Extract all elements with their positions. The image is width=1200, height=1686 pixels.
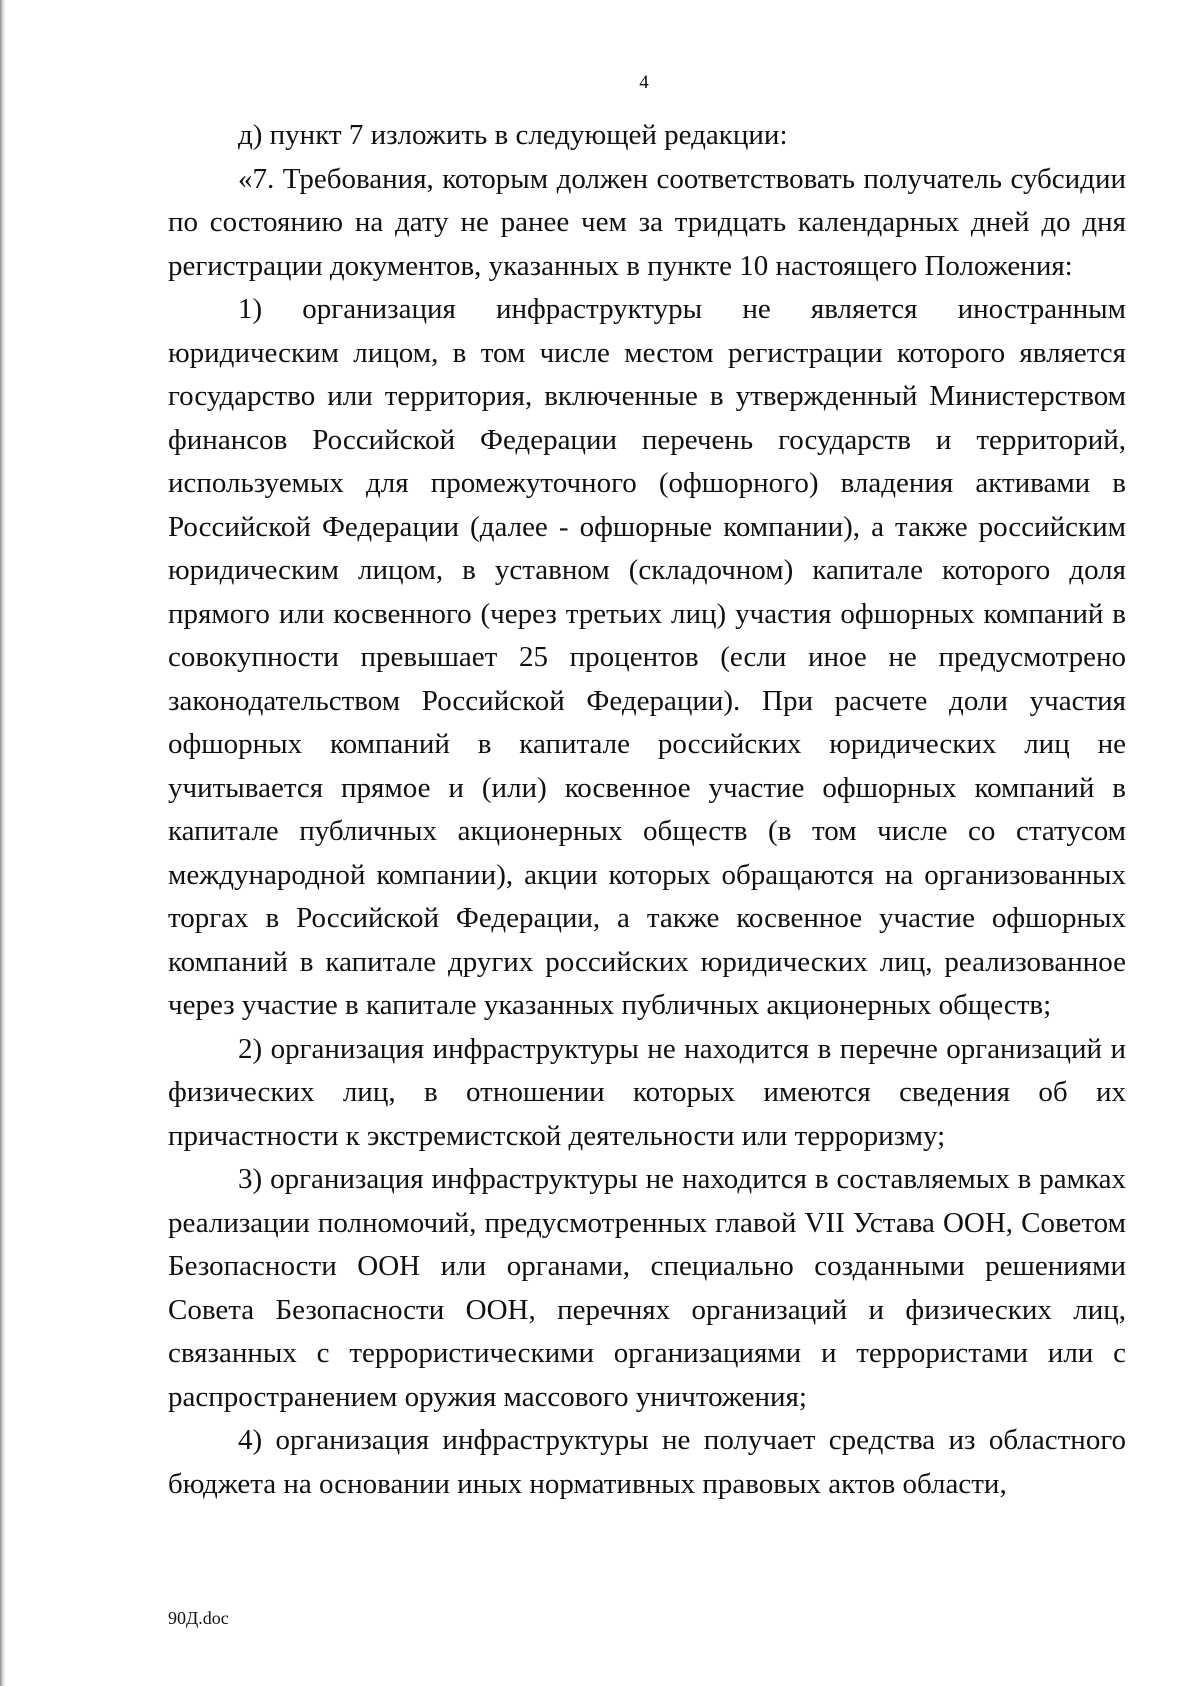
paragraph-requirements-intro: «7. Требования, которым должен соответствовать получатель субсидии по состоянию на дату не ранее чем за тридцать календарных дней до дня регистрации документов, указанных в пункте 10 настоящего Положения: [168, 162, 1126, 282]
paragraph-requirement-3: 3) организация инфраструктуры не находится в составляемых в рамках реализации полномочий, предусмотренных главой VII Устава ООН, Советом Безопасности ООН или органами, специально созданными решениями Совета Безопасности ООН, перечнях организаций и физических лиц, связанных с террористическими организациями и террористами или с распространением оружия массового уничтожения; [168, 1163, 1126, 1413]
paragraph-requirement-1: 1) организация инфраструктуры не является иностранным юридическим лицом, в том числе местом регистрации которого является государство или территория, включенные в утвержденный Министерством финансов Российской Федерации перечень государств и территорий, используемых для промежуточного (офшорного) владения активами в Российской Федерации (далее - офшорные компании), а также российским юридическим лицом, в уставном (складочном) капитале которого доля прямого или косвенного (через третьих лиц) участия офшорных компаний в совокупности превышает 25 процентов (если иное не предусмотрено законодательством Российской Федерации). При расчете доли участия офшорных компаний в капитале российских юридических лиц не учитывается прямое и (или) косвенное участие офшорных компаний в капитале публичных акционерных обществ (в том числе со статусом международной компании), акции которых обращаются на организованных торгах в Российской Федерации, а также косвенное участие офшорных компаний в капитале других российских юридических лиц, реализованное через участие в капитале указанных публичных акционерных обществ; [168, 293, 1126, 1021]
page-number: 4 [639, 72, 649, 93]
file-name-footer: 90Д.doc [168, 1608, 229, 1628]
document-body [168, 114, 1126, 1506]
paragraph-amendment-intro: д) пункт 7 изложить в следующей редакции: [238, 119, 788, 151]
paragraph-requirement-4: 4) организация инфраструктуры не получает средства из областного бюджета на основании иных нормативных правовых актов области, [168, 1424, 1126, 1500]
paragraph-requirement-2: 2) организация инфраструктуры не находится в перечне организаций и физических лиц, в отношении которых имеются сведения об их причастности к экстремистской деятельности или терроризму; [168, 1032, 1126, 1152]
scan-edge [0, 0, 6, 1686]
